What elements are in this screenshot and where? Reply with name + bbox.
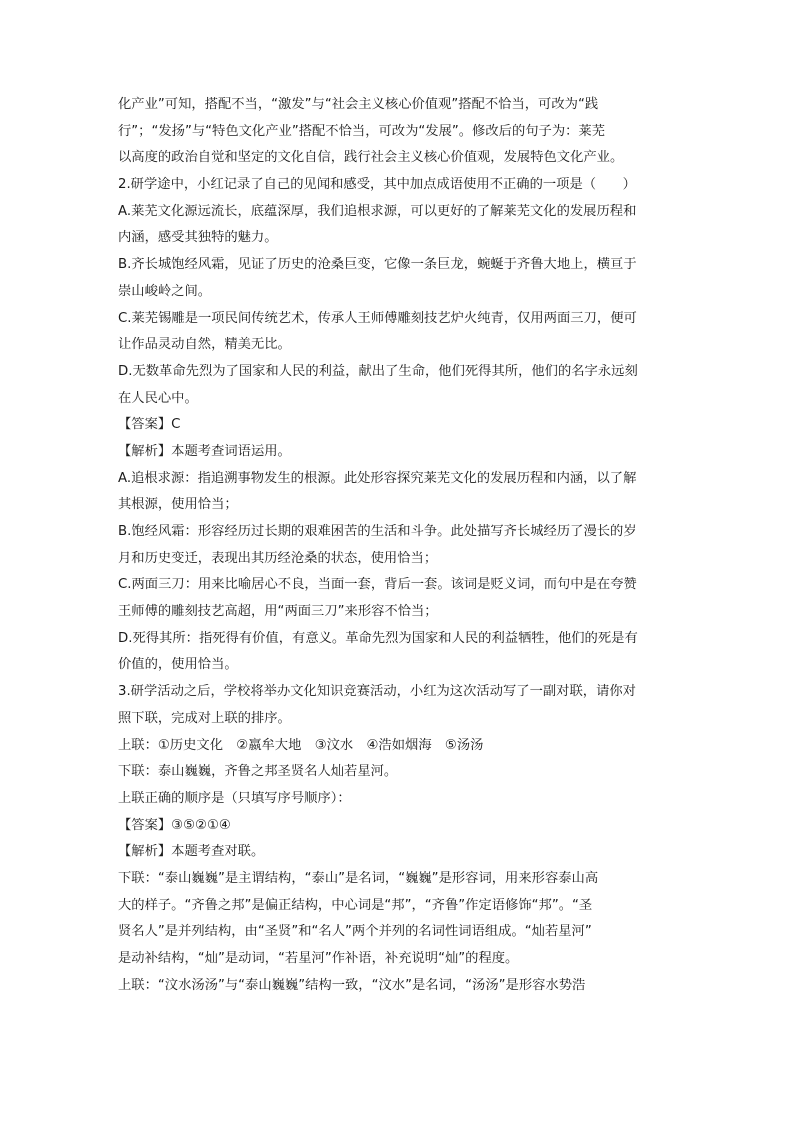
text-line: 内涵，感受其独特的魅力。 (118, 230, 278, 246)
text-line: 以高度的政治自觉和坚定的文化自信，践行社会主义核心价值观，发展特色文化产业。 (118, 150, 624, 166)
option-a: A.莱芜文化源远流长，底蕴深厚，我们追根求源，可以更好的了解莱芜文化的发展历程和 (118, 203, 637, 219)
text-line: 是动补结构，“灿”是动词，“若星河”作补语，补充说明“灿”的程度。 (118, 951, 519, 966)
analysis-q3: 【解析】本题考查对联。 (118, 844, 265, 860)
text-line: 价值的，使用恰当。 (118, 657, 238, 673)
text-line: 上联：“汶水汤汤”与“泰山巍巍”结构一致，“汶水”是名词，“汤汤”是形容水势浩 (118, 977, 586, 993)
text-line: 化产业”可知，搭配不当，“激发”与“社会主义核心价值观”搭配不恰当，可改为“践 (118, 97, 599, 112)
text-line: 行”；“发扬”与“特色文化产业”搭配不恰当，可改为“发展”。修改后的句子为：莱芜 (118, 123, 606, 139)
text-line: D.死得其所：指死得有价值，有意义。革命先烈为国家和人民的利益牺牲，他们的死是有 (118, 630, 638, 646)
lower-couplet: 下联：泰山巍巍，齐鲁之邦圣贤名人灿若星河。 (118, 764, 398, 780)
text-line: 在人民心中。 (118, 390, 198, 406)
upper-couplet: 上联：①历史文化 ②嬴牟大地 ③汶水 ④浩如烟海 ⑤汤汤 (118, 737, 484, 753)
text-line: 其根源，使用恰当； (118, 497, 238, 513)
text-line: C.两面三刀：用来比喻居心不良，当面一套，背后一套。该词是贬义词，而句中是在夸赞 (118, 577, 637, 593)
text-line: 月和历史变迁，表现出其历经沧桑的状态，使用恰当； (118, 550, 438, 566)
text-line: 贤名人”是并列结构，由“圣贤”和“名人”两个并列的名词性词语组成。“灿若星河” (118, 924, 592, 940)
text-line: 上联正确的顺序是（只填写序号顺序）： (118, 790, 351, 806)
option-c: C.莱芜锡雕是一项民间传统艺术，传承人王师傅雕刻技艺炉火纯青，仅用两面三刀，便可 (118, 310, 637, 326)
question-3-stem: 3.研学活动之后，学校将举办文化知识竞赛活动，小红为这次活动写了一副对联，请你对 (118, 684, 636, 700)
analysis-q2: 【解析】本题考查词语运用。 (118, 443, 291, 459)
answer-q2: 【答案】C (118, 417, 181, 433)
text-line: B.饱经风霜：形容经历过长期的艰难困苦的生活和斗争。此处描写齐长城经历了漫长的岁 (118, 524, 637, 539)
text-line: 照下联，完成对上联的排序。 (118, 710, 291, 726)
document-body (118, 92, 678, 999)
text-line: 王师傅的雕刻技艺高超，用“两面三刀”来形容不恰当； (118, 604, 438, 620)
text-line: A.追根求源：指追溯事物发生的根源。此处形容探究莱芜文化的发展历程和内涵，以了解 (118, 470, 637, 486)
text-line: 大的样子。“齐鲁之邦”是偏正结构，中心词是“邦”，“齐鲁”作定语修饰“邦”。“圣 (118, 897, 593, 913)
option-d: D.无数革命先烈为了国家和人民的利益，献出了生命，他们死得其所，他们的名字永远刻 (118, 363, 638, 379)
text-line: 让作品灵动自然，精美无比。 (118, 337, 291, 353)
answer-q3: 【答案】③⑤②①④ (118, 817, 231, 833)
text-line: 崇山峻岭之间。 (118, 283, 212, 299)
option-b: B.齐长城饱经风霜，见证了历史的沧桑巨变，它像一条巨龙，蜿蜒于齐鲁大地上，横亘于 (118, 257, 637, 273)
question-2-stem: 2.研学途中，小红记录了自己的见闻和感受，其中加点成语使用不正确的一项是（ ） (118, 177, 636, 193)
text-line: 下联：“泰山巍巍”是主谓结构，“泰山”是名词，“巍巍”是形容词，用来形容泰山高 (118, 870, 599, 886)
